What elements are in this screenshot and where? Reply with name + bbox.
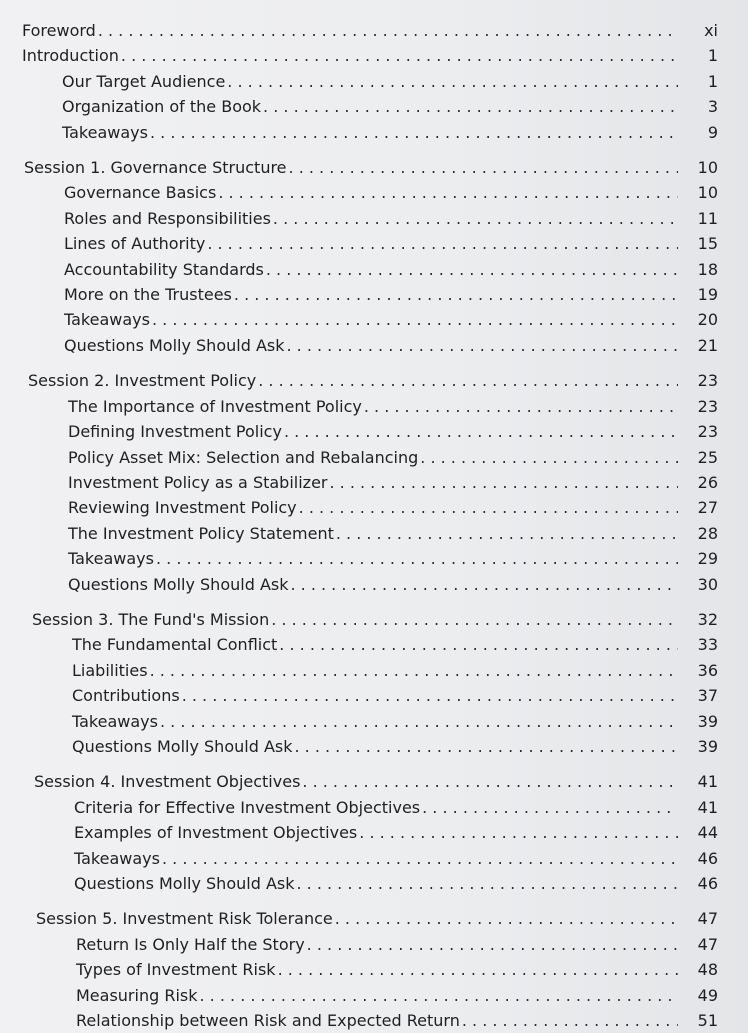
toc-front-group [22, 18, 718, 145]
toc-entry-label: Session 1. Governance Structure [24, 158, 287, 178]
dot-leader [207, 231, 678, 256]
dot-leader [364, 394, 678, 419]
toc-session-heading[interactable] [34, 769, 718, 794]
toc-entry-label: Defining Investment Policy [68, 422, 282, 442]
toc-subentry[interactable] [32, 658, 718, 683]
toc-entry-label: Introduction [22, 46, 119, 66]
dot-leader [289, 155, 678, 180]
dot-leader [462, 1008, 678, 1033]
dot-leader [234, 282, 678, 307]
toc-session-heading[interactable] [24, 155, 718, 180]
toc-subentry[interactable] [24, 333, 718, 358]
toc-subentry[interactable] [32, 683, 718, 708]
dot-leader [152, 307, 678, 332]
toc-subentry[interactable] [34, 846, 718, 871]
toc-entry-label: The Investment Policy Statement [68, 523, 334, 543]
toc-entry-label: Investment Policy as a Stabilizer [68, 472, 328, 492]
dot-leader [273, 206, 678, 231]
toc-entry-label: Takeaways [68, 549, 154, 569]
toc-subentry[interactable] [22, 94, 718, 119]
toc-entry-label: Reviewing Investment Policy [68, 498, 297, 518]
toc-entry-page: 46 [697, 848, 718, 868]
toc-entry-label: Criteria for Effective Investment Objectives [74, 797, 421, 817]
toc-subentry[interactable] [36, 983, 718, 1008]
toc-entry-page: 25 [697, 447, 718, 467]
toc-session-1 [22, 155, 718, 358]
dot-leader [182, 683, 678, 708]
toc-entry-page: 20 [697, 310, 718, 330]
toc-entry-page: 47 [697, 934, 718, 954]
toc-subentry[interactable] [24, 307, 718, 332]
toc-entry-label: Questions Molly Should Ask [64, 335, 285, 355]
toc-entry-label: Return Is Only Half the Story [76, 934, 305, 954]
toc-subentry[interactable] [32, 632, 718, 657]
toc-subentry[interactable] [22, 120, 718, 145]
toc-entry-label: Measuring Risk [76, 985, 198, 1005]
toc-subentry[interactable] [34, 795, 718, 820]
toc-entry-page: 11 [697, 208, 718, 228]
toc-subentry[interactable] [22, 69, 718, 94]
toc-entry-label: Examples of Investment Objectives [74, 823, 358, 843]
dot-leader [266, 257, 678, 282]
toc-entry-label: More on the Trustees [64, 285, 232, 305]
toc-entry-page: 10 [697, 183, 718, 203]
toc-subentry[interactable] [28, 495, 718, 520]
toc-entry-page: 18 [697, 259, 718, 279]
toc-subentry[interactable] [24, 231, 718, 256]
toc-subentry[interactable] [28, 521, 718, 546]
toc-entry-label: Questions Molly Should Ask [72, 736, 293, 756]
toc-entry-label: Policy Asset Mix: Selection and Rebalancing [68, 447, 419, 467]
toc-session-4 [22, 769, 718, 896]
toc-entry-page: 48 [697, 960, 718, 980]
toc-subentry[interactable] [28, 445, 718, 470]
toc-entry-page: xi [704, 21, 718, 40]
toc-entry-page: 28 [697, 523, 718, 543]
toc-subentry[interactable] [34, 871, 718, 896]
toc-subentry[interactable] [24, 180, 718, 205]
toc-entry-label: Takeaways [62, 122, 148, 142]
toc-subentry[interactable] [28, 419, 718, 444]
toc-subentry[interactable] [36, 1008, 718, 1033]
toc-entry-label: Lines of Authority [64, 234, 206, 254]
toc-entry-label: Types of Investment Risk [76, 960, 276, 980]
toc-entry-page: 27 [697, 498, 718, 518]
toc-entry-label: Relationship between Risk and Expected Return [76, 1011, 460, 1031]
toc-entry-page: 3 [707, 97, 718, 117]
dot-leader [336, 521, 678, 546]
toc-entry-label: Organization of the Book [62, 97, 262, 117]
toc-entry-page: 51 [697, 1011, 718, 1031]
toc-entry-label: Our Target Audience [62, 71, 226, 91]
toc-entry-page: 41 [697, 797, 718, 817]
toc-entry-page: 9 [707, 122, 718, 142]
dot-leader [302, 769, 678, 794]
toc-entry-page: 21 [697, 335, 718, 355]
dot-leader [162, 846, 678, 871]
toc-entry-page: 19 [697, 285, 718, 305]
dot-leader [200, 983, 679, 1008]
dot-leader [296, 871, 678, 896]
dot-leader [335, 906, 678, 931]
toc-entry-label: Takeaways [74, 848, 160, 868]
toc-subentry[interactable] [36, 932, 718, 957]
toc-entry-label: Session 3. The Fund's Mission [32, 609, 270, 629]
dot-leader [156, 546, 678, 571]
toc-subentry[interactable] [24, 206, 718, 231]
toc-entry-label: Liabilities [72, 660, 148, 680]
toc-entry-page: 1 [707, 71, 718, 91]
toc-subentry[interactable] [36, 957, 718, 982]
toc-entry-page: 39 [697, 711, 718, 731]
toc-entry-page: 10 [697, 158, 718, 178]
toc-entry-page: 49 [697, 985, 718, 1005]
toc-subentry[interactable] [24, 282, 718, 307]
toc-session-heading[interactable] [28, 368, 718, 393]
dot-leader [420, 445, 678, 470]
toc-entry-introduction[interactable] [22, 43, 718, 68]
toc-subentry[interactable] [28, 470, 718, 495]
toc-subentry[interactable] [32, 709, 718, 734]
dot-leader [218, 180, 678, 205]
toc-entry-page: 39 [697, 736, 718, 756]
dot-leader [150, 658, 678, 683]
toc-session-heading[interactable] [32, 607, 718, 632]
dot-leader [263, 94, 678, 119]
toc-entry-label: Roles and Responsibilities [64, 208, 271, 228]
dot-leader [284, 419, 678, 444]
dot-leader [121, 43, 678, 68]
toc-session-heading[interactable] [36, 906, 718, 931]
toc-entry-page: 44 [697, 823, 718, 843]
toc-entry-label: Session 2. Investment Policy [28, 371, 257, 391]
toc-entry-page: 23 [697, 422, 718, 442]
toc-entry-label: Takeaways [64, 310, 150, 330]
toc-entry-page: 33 [697, 635, 718, 655]
toc-entry-page: 41 [697, 772, 718, 792]
dot-leader [307, 932, 678, 957]
dot-leader [299, 495, 678, 520]
toc-entry-label: Governance Basics [64, 183, 217, 203]
dot-leader [150, 120, 678, 145]
toc-subentry[interactable] [32, 734, 718, 759]
dot-leader [278, 957, 678, 982]
toc-entry-page: 37 [697, 686, 718, 706]
dot-leader [258, 368, 678, 393]
dot-leader [286, 333, 678, 358]
toc-subentry[interactable] [34, 820, 718, 845]
toc-entry-label: Foreword [22, 21, 96, 40]
toc-entry-label: The Importance of Investment Policy [68, 396, 362, 416]
toc-entry-label: Accountability Standards [64, 259, 264, 279]
toc-entry-page: 30 [697, 574, 718, 594]
dot-leader [227, 69, 678, 94]
dot-leader [160, 709, 678, 734]
toc-entry-label: Questions Molly Should Ask [68, 574, 289, 594]
toc-subentry[interactable] [24, 257, 718, 282]
dot-leader [294, 734, 678, 759]
toc-entry-page: 26 [697, 472, 718, 492]
toc-entry-label: Questions Molly Should Ask [74, 874, 295, 893]
toc-entry-page: 32 [697, 609, 718, 629]
dot-leader [279, 632, 678, 657]
toc-entry-label: Session 5. Investment Risk Tolerance [36, 909, 333, 929]
toc-entry-label: Takeaways [72, 711, 158, 731]
toc-entry-label: The Fundamental Conflict [72, 635, 278, 655]
toc-entry-page: 1 [707, 46, 718, 66]
toc-session-2 [22, 368, 718, 597]
toc-entry-page: 47 [697, 909, 718, 929]
toc-entry-foreword[interactable] [22, 18, 718, 43]
toc-entry-page: 23 [697, 396, 718, 416]
toc-entry-label: Contributions [72, 686, 180, 706]
toc-entry-page: 29 [697, 549, 718, 569]
toc-session-5 [22, 906, 718, 1033]
toc-session-3 [22, 607, 718, 759]
toc-subentry[interactable] [28, 546, 718, 571]
dot-leader [98, 18, 678, 43]
dot-leader [329, 470, 678, 495]
toc-subentry[interactable] [28, 572, 718, 597]
dot-leader [422, 795, 678, 820]
dot-leader [271, 607, 678, 632]
toc-entry-page: 15 [697, 234, 718, 254]
dot-leader [290, 572, 678, 597]
toc-entry-page: 46 [697, 874, 718, 893]
dot-leader [359, 820, 678, 845]
toc-subentry[interactable] [28, 394, 718, 419]
toc-entry-page: 23 [697, 371, 718, 391]
toc-entry-label: Session 4. Investment Objectives [34, 772, 301, 792]
toc-entry-page: 36 [697, 660, 718, 680]
